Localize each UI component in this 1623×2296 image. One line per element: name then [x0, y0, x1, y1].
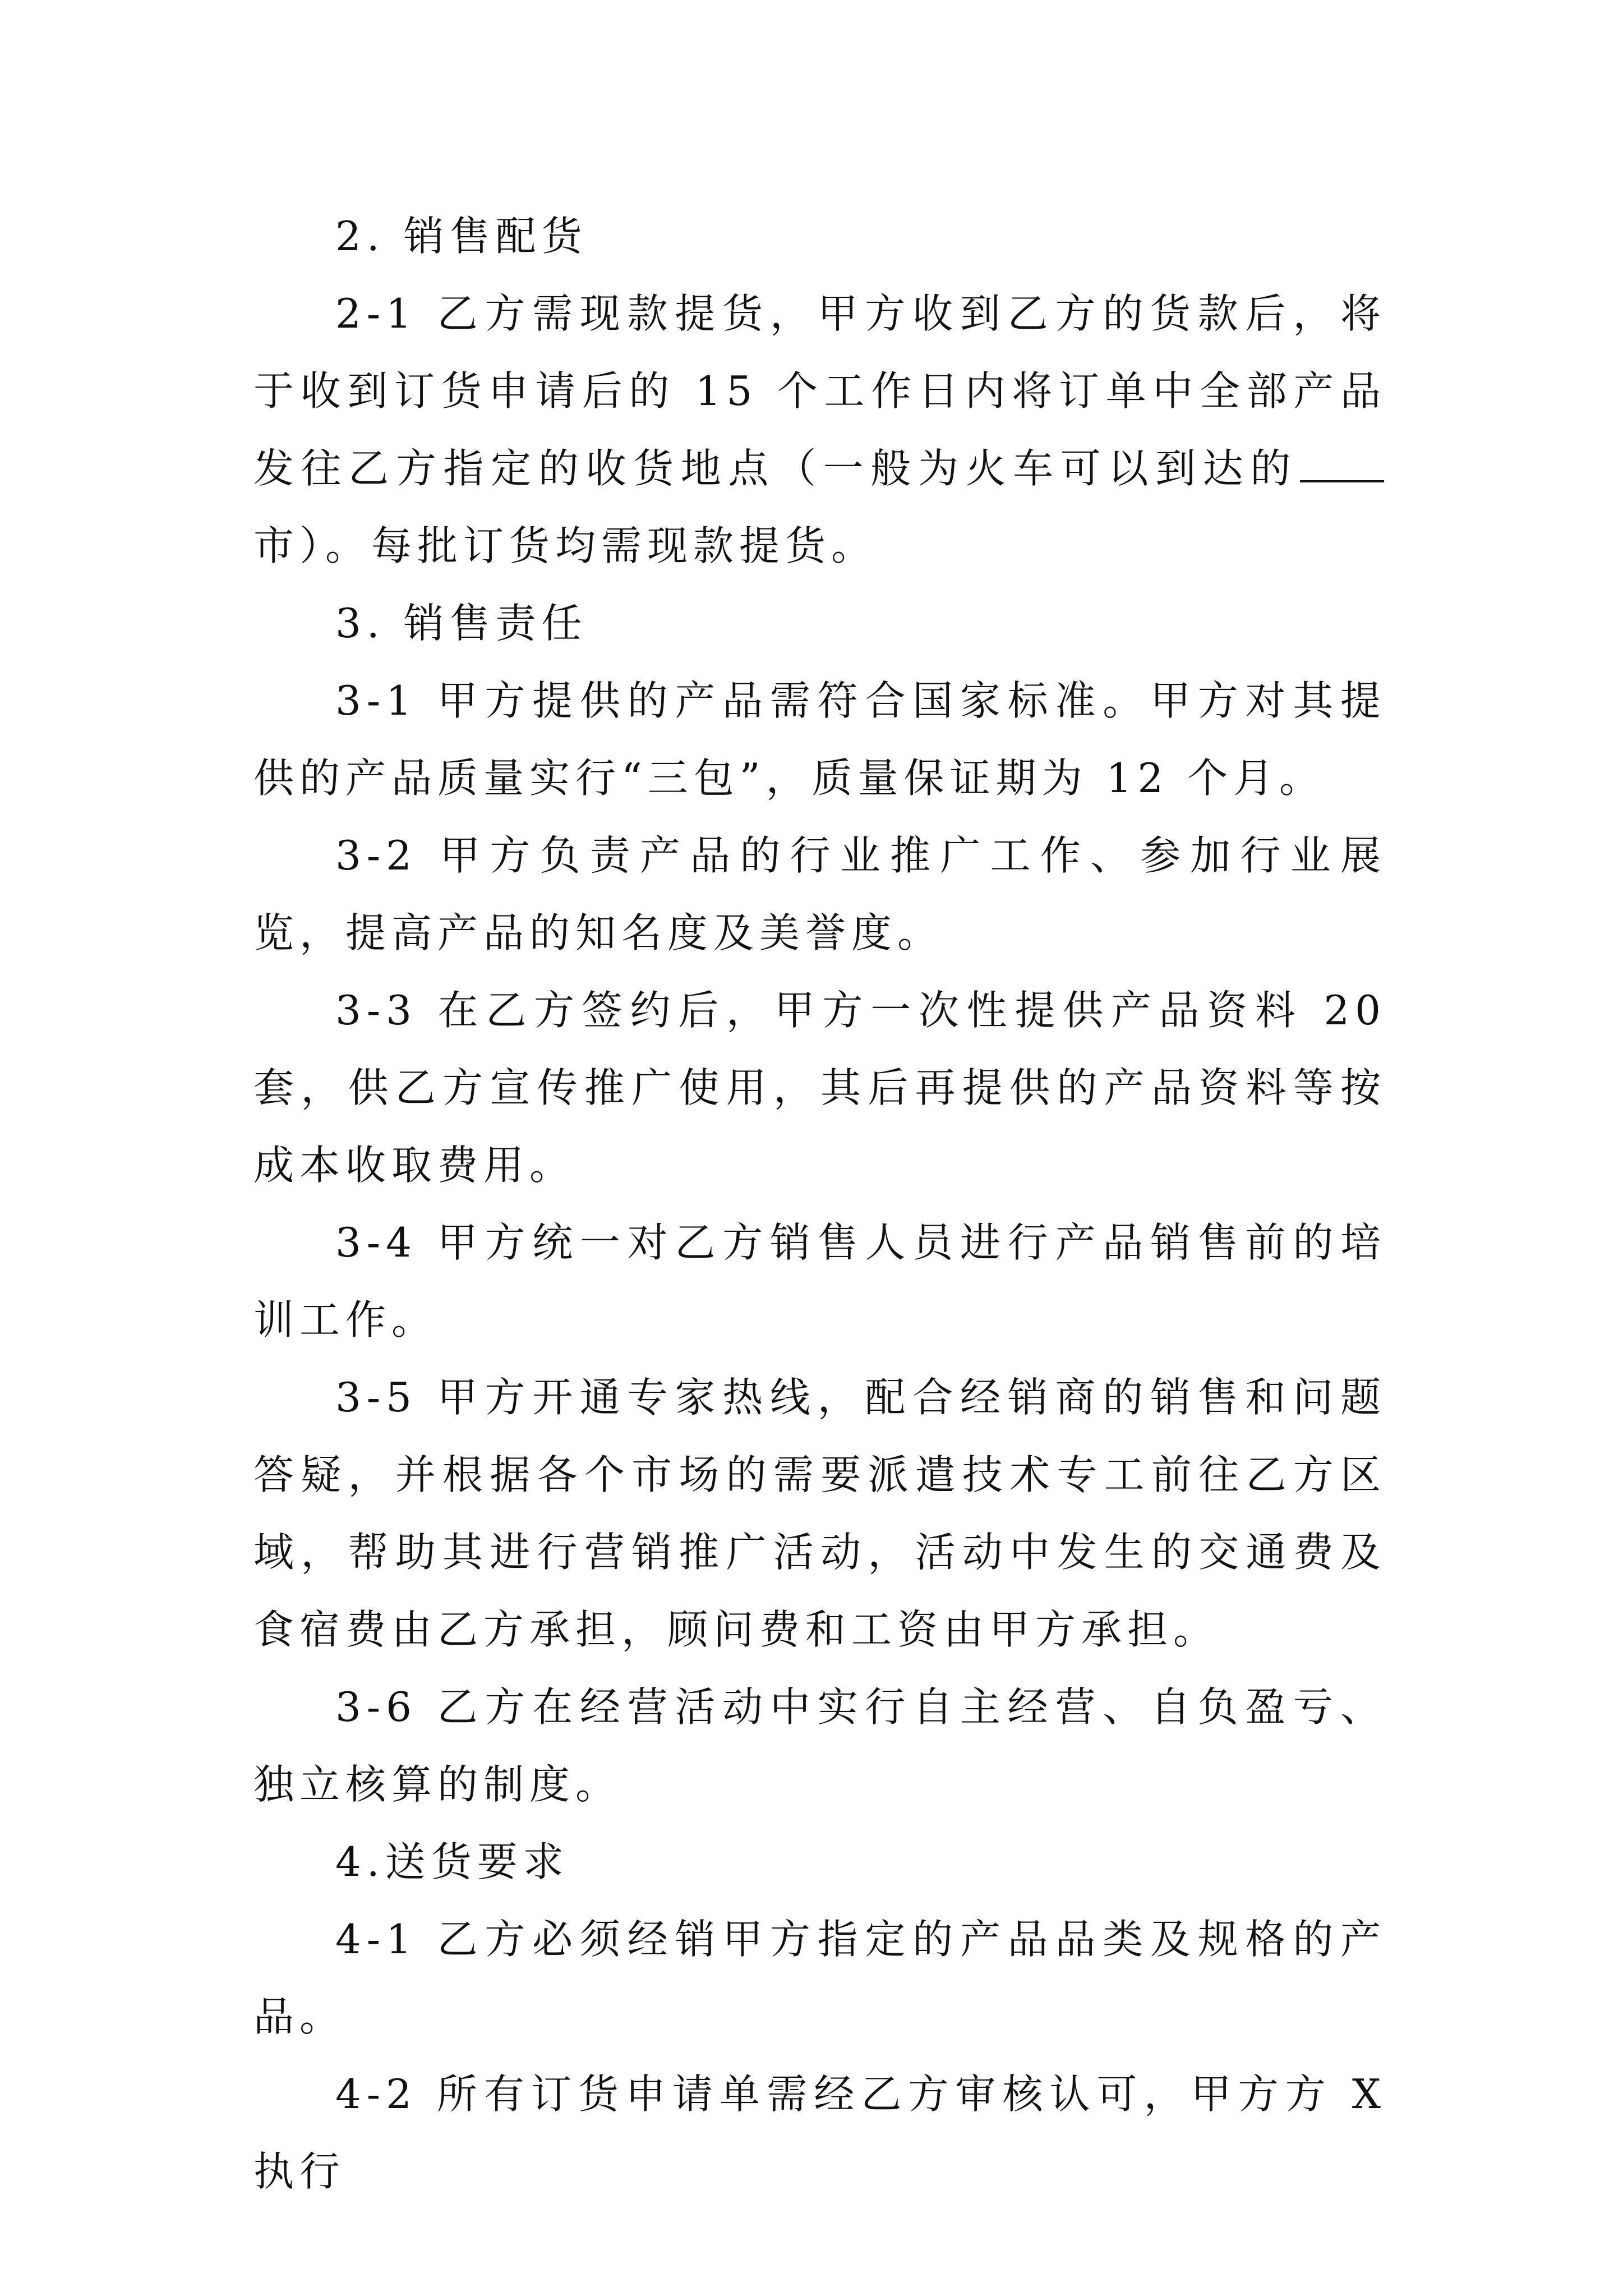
clause-3-1: 3-1 甲方提供的产品需符合国家标准。甲方对其提供的产品质量实行“三包”，质量保证期为 12 个月。	[253, 677, 1386, 802]
section-heading-2: 2. 销售配货	[335, 213, 588, 260]
section-heading-4: 4.送货要求	[335, 1838, 569, 1885]
clause-2-1-text: 2-1 乙方需现款提货，甲方收到乙方的货款后，将于收到订货申请后的 15 个工作日内将订单中全部产品发往乙方指定的收货地点（一般为火车可以到达的	[253, 290, 1386, 492]
clause-2-1-text-end: 市）。每批订货均需现款提货。	[253, 522, 878, 569]
clause-3-3: 3-3 在乙方签约后，甲方一次性提供产品资料 20 套，供乙方宣传推广使用，其后再提供的产品资料等按成本收取费用。	[253, 987, 1386, 1189]
section-heading-3: 3. 销售责任	[335, 600, 588, 647]
clause-3-6: 3-6 乙方在经营活动中实行自主经营、自负盈亏、独立核算的制度。	[253, 1683, 1386, 1808]
clause-3-4: 3-4 甲方统一对乙方销售人员进行产品销售前的培训工作。	[253, 1219, 1386, 1343]
document-body	[253, 197, 1386, 2210]
clause-4-2: 4-2 所有订货申请单需经乙方审核认可，甲方方 X 执行	[253, 2070, 1386, 2195]
fill-in-blank	[1300, 447, 1384, 482]
clause-3-5: 3-5 甲方开通专家热线，配合经销商的销售和问题答疑，并根据各个市场的需要派遣技术专工前往乙方区域，帮助其进行营销推广活动，活动中发生的交通费及食宿费由乙方承担，顾问费和工资由甲方承担。	[253, 1374, 1386, 1653]
clause-3-2: 3-2 甲方负责产品的行业推广工作、参加行业展览，提高产品的知名度及美誉度。	[253, 832, 1386, 956]
clause-2-1	[253, 275, 1386, 585]
clause-4-1: 4-1 乙方必须经销甲方指定的产品品类及规格的产品。	[253, 1916, 1386, 2040]
